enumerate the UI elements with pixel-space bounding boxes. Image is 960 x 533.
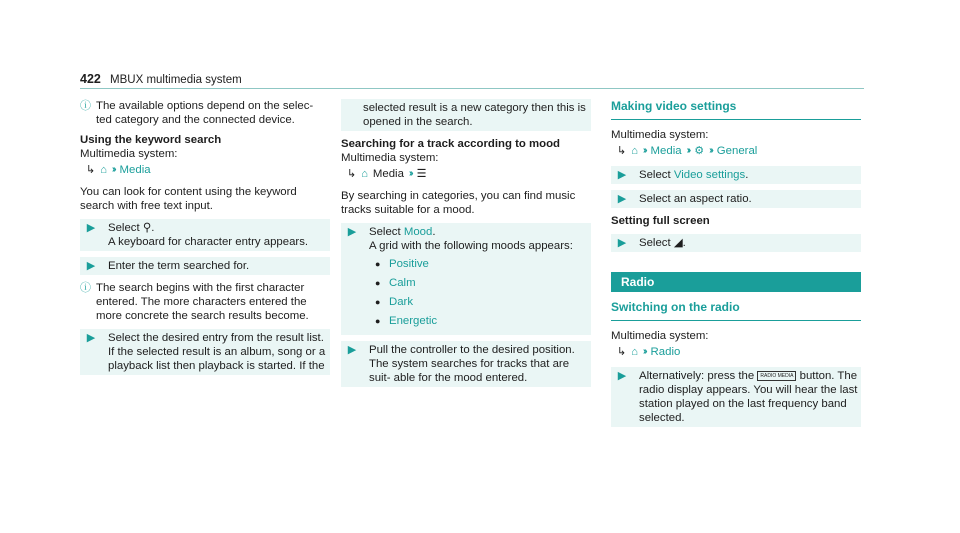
step-arrow-icon: ▶ <box>617 370 627 382</box>
path-media: Media <box>650 145 682 157</box>
home-icon: ⌂ <box>361 168 368 180</box>
step-text: Select Video settings. <box>639 169 749 181</box>
radio-banner: Radio <box>611 272 861 292</box>
mm-label: Multimedia system: <box>341 152 439 164</box>
mm-label: Multimedia system: <box>80 148 178 160</box>
step-text: Select the desired entry from the result list. If the selected result is an album, song or a playback list then playback is started. If the <box>108 332 326 372</box>
path-general: General <box>716 145 758 157</box>
chevron-icon: ›› <box>111 164 115 175</box>
fullscreen-icon: ◢ <box>673 237 683 249</box>
radio-media-button-icon: RADIO MEDIA <box>757 371 796 381</box>
step-arrow-icon: ▶ <box>617 193 627 205</box>
mm-label: Multimedia system: <box>611 330 709 342</box>
section-heading: Searching for a track according to mood <box>341 138 560 150</box>
list-item: ● Positive <box>375 258 429 270</box>
info-icon: ⓘ <box>80 100 91 112</box>
column-1 <box>80 99 330 381</box>
path-arrow-icon: ↳ <box>617 145 627 157</box>
info-note <box>80 99 330 127</box>
step <box>611 166 861 184</box>
header-rule <box>80 88 864 89</box>
list-item: ● Calm <box>375 277 416 289</box>
page-title: MBUX multimedia system <box>110 74 242 86</box>
step <box>80 329 330 375</box>
chevron-icon: ›› <box>642 346 646 357</box>
step-text: Enter the term searched for. <box>108 260 250 272</box>
info-icon: ⓘ <box>80 282 91 294</box>
section-title: Switching on the radio <box>611 300 740 314</box>
page-header <box>80 72 242 87</box>
home-icon: ⌂ <box>631 145 638 157</box>
step-sub-text: A grid with the following moods appears: <box>369 240 573 252</box>
step <box>80 257 330 275</box>
section-rule <box>611 119 861 120</box>
step <box>611 190 861 208</box>
menu-path <box>341 167 591 181</box>
section-heading: Setting full screen <box>611 215 710 227</box>
step-sub-text: A keyboard for character entry appears. <box>108 236 309 248</box>
step <box>80 219 330 251</box>
path-media: Media <box>372 168 404 180</box>
home-icon: ⌂ <box>631 346 638 358</box>
step <box>341 341 591 387</box>
mood-list <box>369 257 573 328</box>
section-heading: Using the keyword search <box>80 134 222 146</box>
step-arrow-icon: ▶ <box>86 332 96 344</box>
step-arrow-icon: ▶ <box>86 222 96 234</box>
section-rule <box>611 320 861 321</box>
path-media: Media <box>119 164 151 176</box>
intro-text: By searching in categories, you can find music tracks suitable for a mood. <box>341 190 576 216</box>
path-arrow-icon: ↳ <box>86 164 96 176</box>
chevron-icon: ›› <box>686 145 690 156</box>
info-note <box>80 281 330 323</box>
step-text: Pull the controller to the desired position. The system searches for tracks that are suit- able for the mood entered. <box>369 344 575 384</box>
step-arrow-icon: ▶ <box>617 237 627 249</box>
page-number: 422 <box>80 72 101 86</box>
search-icon: ⚲ <box>142 222 152 234</box>
chevron-icon: ›› <box>642 145 646 156</box>
step-arrow-icon: ▶ <box>86 260 96 272</box>
column-3 <box>611 99 861 433</box>
mm-label: Multimedia system: <box>611 129 709 141</box>
menu-path <box>611 144 861 158</box>
list-item: ● Dark <box>375 296 414 308</box>
list-icon: ☰ <box>416 168 427 180</box>
chevron-icon: ›› <box>709 145 712 156</box>
path-arrow-icon: ↳ <box>617 346 627 358</box>
step-text: Select ◢. <box>639 237 686 249</box>
column-2 <box>341 99 591 393</box>
step-text: Select Mood. <box>369 226 436 238</box>
menu-path <box>611 345 861 359</box>
step <box>611 367 861 427</box>
step-text: Select an aspect ratio. <box>639 193 752 205</box>
path-radio: Radio <box>650 346 681 358</box>
chevron-icon: ›› <box>408 168 412 179</box>
step <box>611 234 861 252</box>
step-text: Alternatively: press the RADIO MEDIA button. The radio display appears. You will hear the last station played on the last frequency band selected. <box>639 370 858 424</box>
step <box>341 223 591 335</box>
section-title: Making video settings <box>611 99 737 113</box>
continued-text: selected result is a new category then this is opened in the search. <box>341 99 591 131</box>
path-arrow-icon: ↳ <box>347 168 357 180</box>
list-item: ● Energetic <box>375 315 438 327</box>
note-text: The available options depend on the selec- ted category and the connected device. <box>96 100 314 126</box>
note-text: The search begins with the first character entered. The more characters entered the more concrete the search results become. <box>96 282 309 322</box>
step-arrow-icon: ▶ <box>347 226 357 238</box>
intro-text: You can look for content using the keyword search with free text input. <box>80 186 297 212</box>
step-arrow-icon: ▶ <box>347 344 357 356</box>
step-arrow-icon: ▶ <box>617 169 627 181</box>
menu-path <box>80 163 330 177</box>
step-text: Select ⚲. <box>108 222 155 234</box>
gear-icon: ⚙ <box>694 145 705 157</box>
home-icon: ⌂ <box>100 164 107 176</box>
